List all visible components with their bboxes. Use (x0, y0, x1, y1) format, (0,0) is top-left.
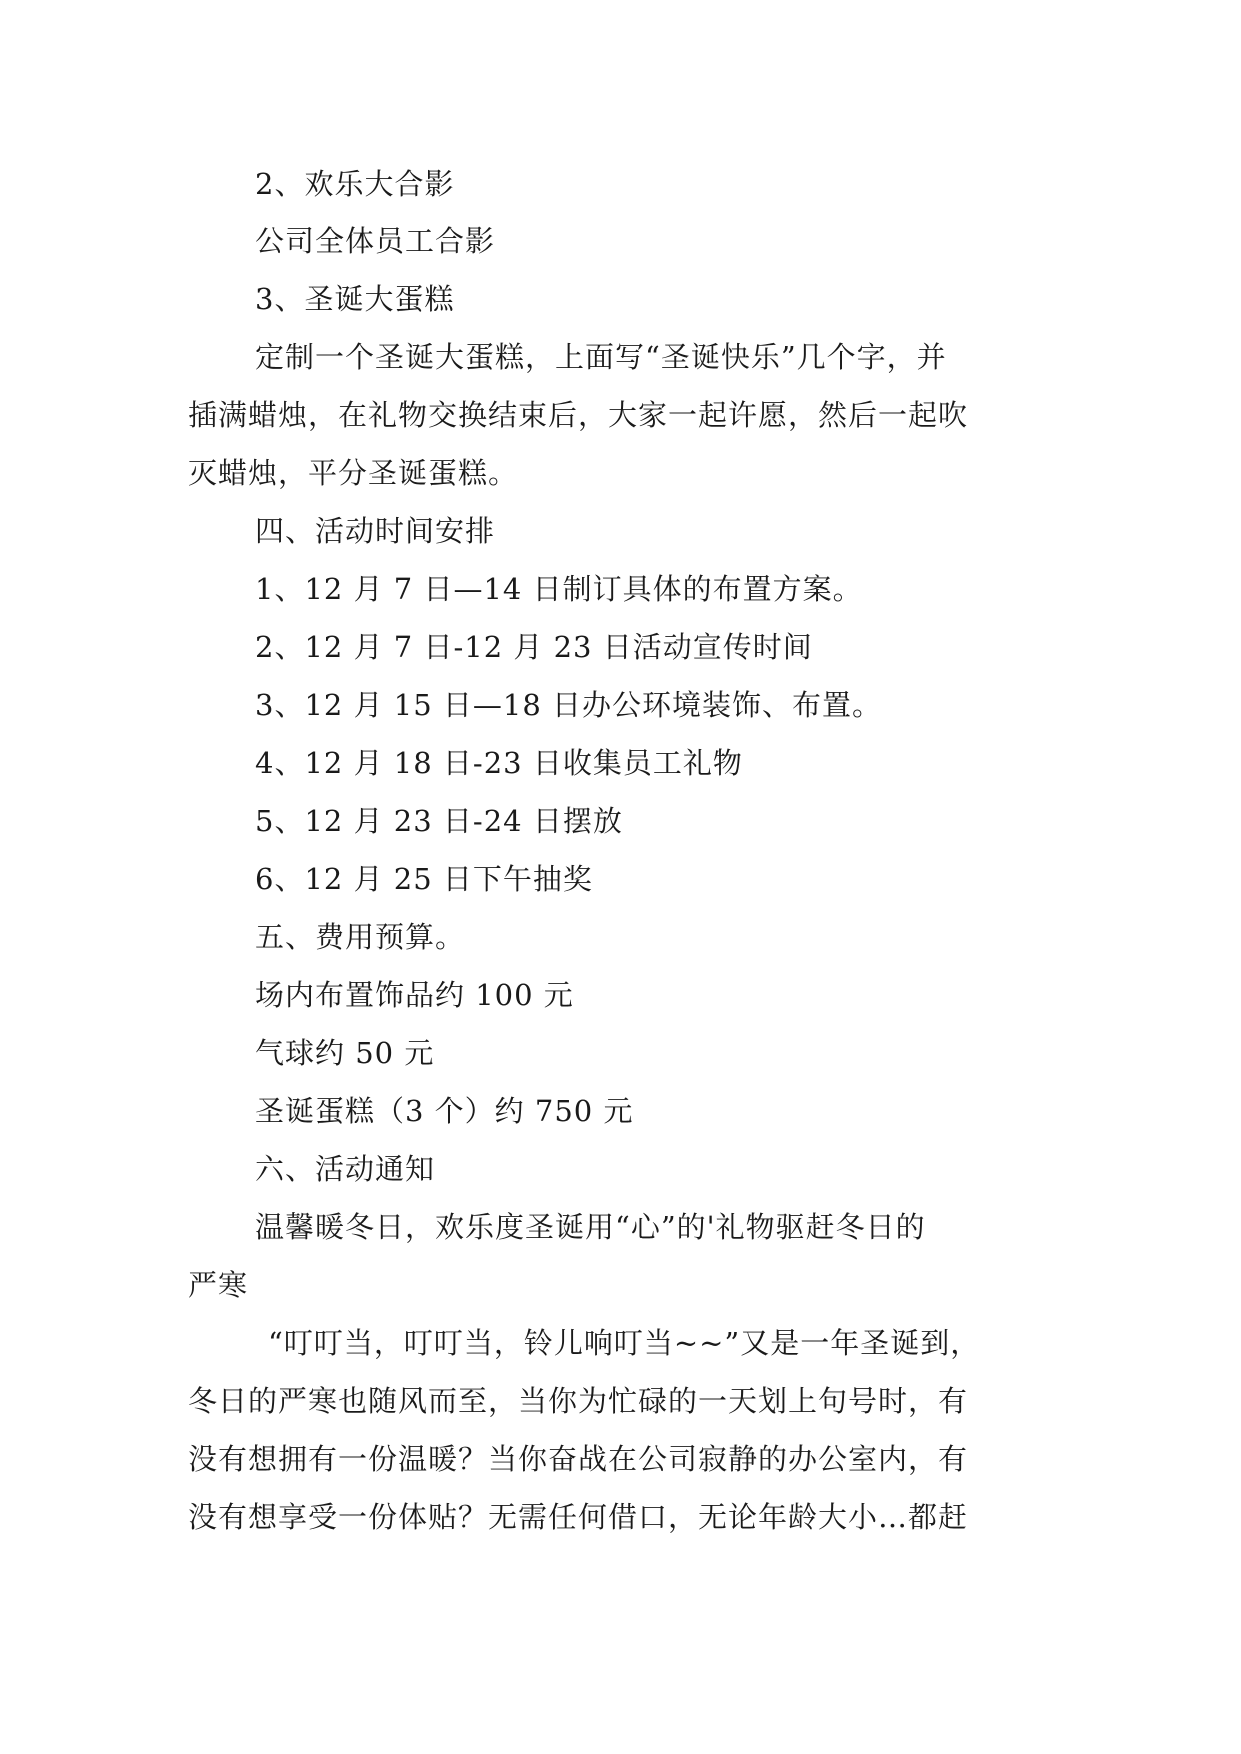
paragraph-line: 场内布置饰品约 100 元 (255, 978, 574, 1012)
paragraph-line: 严寒 (188, 1268, 249, 1302)
paragraph-line: 3、圣诞大蛋糕 (255, 282, 455, 316)
paragraph-line: 定制一个圣诞大蛋糕，上面写“圣诞快乐”几个字，并 (255, 340, 947, 374)
section-heading: 五、费用预算。 (255, 920, 466, 954)
paragraph-line: 没有想拥有一份温暖？当你奋战在公司寂静的办公室内，有 (188, 1442, 969, 1476)
section-heading: 四、活动时间安排 (255, 514, 496, 548)
paragraph-line: 6、12 月 25 日下午抽奖 (255, 862, 593, 896)
paragraph-line: 冬日的严寒也随风而至，当你为忙碌的一天划上句号时，有 (188, 1384, 969, 1418)
paragraph-line: 公司全体员工合影 (255, 224, 496, 258)
paragraph-line: 2、欢乐大合影 (255, 167, 455, 201)
section-heading: 六、活动通知 (255, 1152, 436, 1186)
paragraph-line: 5、12 月 23 日-24 日摆放 (255, 804, 623, 838)
paragraph-line: 气球约 50 元 (255, 1036, 435, 1070)
paragraph-line: 圣诞蛋糕（3 个）约 750 元 (255, 1094, 634, 1128)
paragraph-line: 4、12 月 18 日-23 日收集员工礼物 (255, 746, 743, 780)
paragraph-line: 灭蜡烛，平分圣诞蛋糕。 (188, 456, 519, 490)
paragraph-line: 1、12 月 7 日—14 日制订具体的布置方案。 (255, 572, 863, 606)
paragraph-line: 没有想享受一份体贴？无需任何借口，无论年龄大小…都赶 (188, 1500, 969, 1534)
paragraph-line: 3、12 月 15 日—18 日办公环境装饰、布置。 (255, 688, 883, 722)
paragraph-line: “叮叮当，叮叮当，铃儿响叮当~~”又是一年圣诞到， (268, 1326, 981, 1360)
paragraph-line: 温馨暖冬日，欢乐度圣诞用“心”的'礼物驱赶冬日的 (255, 1210, 926, 1244)
paragraph-line: 插满蜡烛，在礼物交换结束后，大家一起许愿，然后一起吹 (188, 398, 969, 432)
paragraph-line: 2、12 月 7 日-12 月 23 日活动宣传时间 (255, 630, 813, 664)
